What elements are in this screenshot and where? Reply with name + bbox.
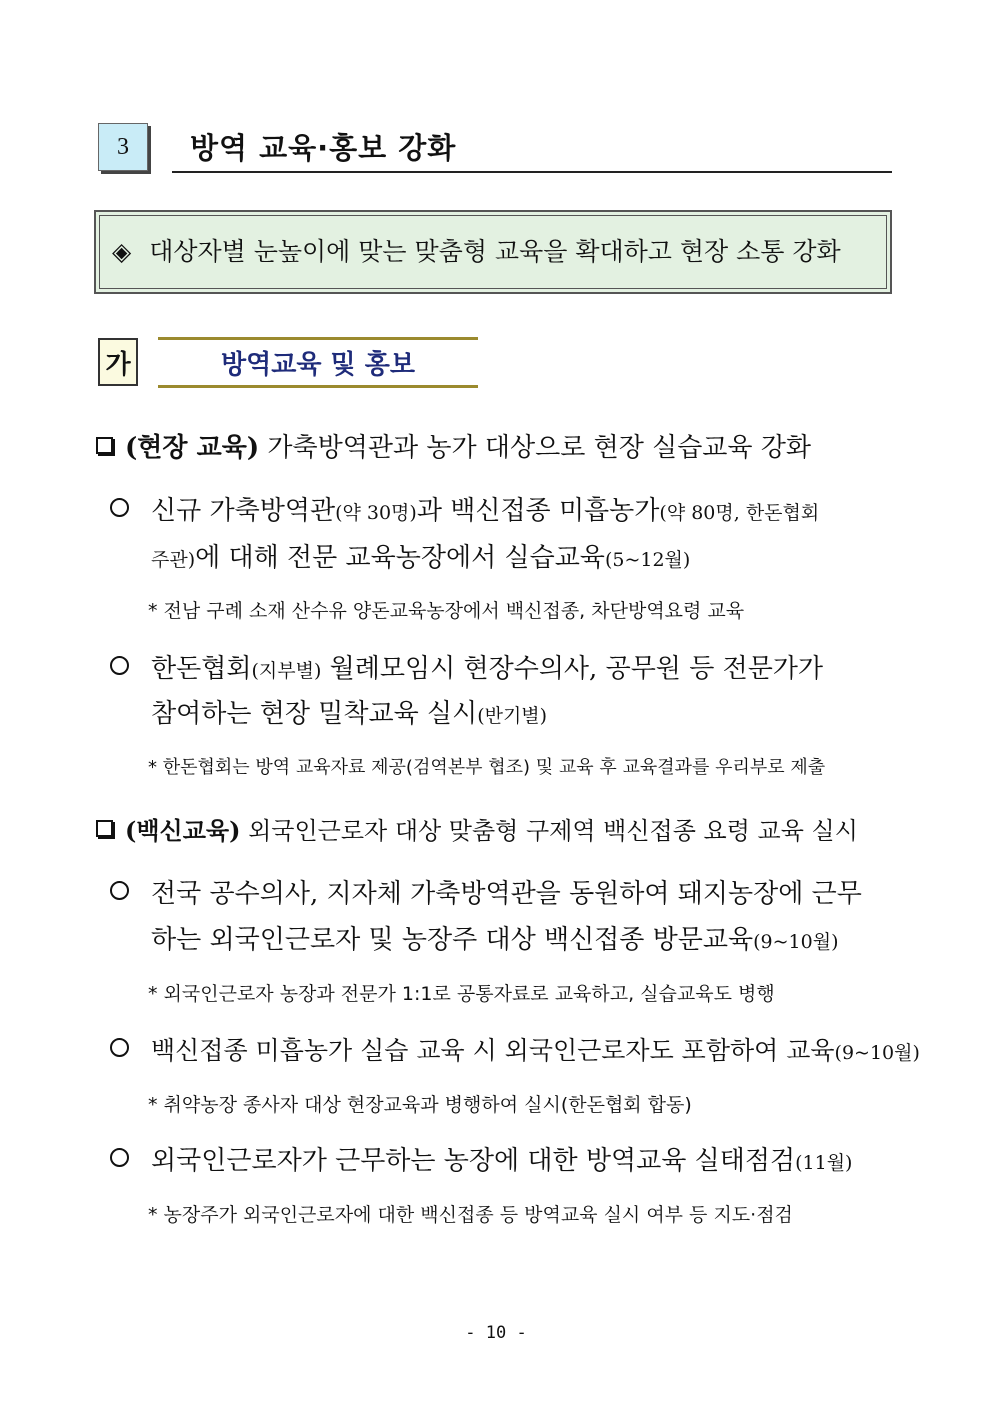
- bullet-paren: (지부별): [251, 660, 322, 682]
- subsection-top-rule: [158, 337, 478, 340]
- circle-bullet-icon: [110, 1038, 129, 1057]
- footnote: * 전남 구례 소재 산수유 양돈교육농장에서 백신접종, 차단방역요령 교육: [148, 600, 745, 622]
- footnote: * 취약농장 종사자 대상 현장교육과 병행하여 실시(한돈협회 합동): [148, 1094, 692, 1116]
- bullet-paren: (9~10월): [753, 931, 839, 953]
- summary-text: 대상자별 눈높이에 맞는 맞춤형 교육을 확대하고 현장 소통 강화: [149, 237, 841, 266]
- bullet-text: 과 백신접종 미흡농가: [416, 496, 660, 526]
- page-number: - 10 -: [465, 1323, 527, 1343]
- footnote: * 한돈협회는 방역 교육자료 제공(검역본부 협조) 및 교육 후 교육결과를 우리부로 제출: [148, 757, 826, 778]
- bullet-paren: (9~10월): [834, 1042, 920, 1064]
- bullet-text: 외국인근로자가 근무하는 농장에 대한 방역교육 실태점검: [151, 1146, 796, 1176]
- bullet-line: [110, 490, 819, 527]
- bullet-text: 에 대해 전문 교육농장에서 실습교육: [195, 543, 605, 573]
- bullet-line: [110, 1031, 920, 1067]
- footnote: * 농장주가 외국인근로자에 대한 백신접종 등 방역교육 실시 여부 등 지도·점검: [148, 1204, 793, 1226]
- item-heading: [96, 811, 858, 846]
- summary-line: [112, 232, 841, 268]
- subsection-number: 가: [98, 338, 138, 386]
- subsection-bottom-rule: [158, 385, 478, 388]
- checkbox-square-icon: [96, 820, 113, 837]
- bullet-text: 백신접종 미흡농가 실습 교육 시 외국인근로자도 포함하여 교육: [151, 1036, 835, 1065]
- circle-bullet-icon: [110, 1148, 129, 1167]
- section-number: 3: [98, 123, 148, 171]
- item-heading: [96, 427, 811, 464]
- bullet-line-continued: [151, 693, 547, 730]
- diamond-bullet-icon: ◈: [112, 237, 132, 266]
- item-head-text: 가축방역관과 농가 대상으로 현장 실습교육 강화: [259, 433, 812, 463]
- bullet-text: 참여하는 현장 밀착교육 실시: [151, 699, 478, 729]
- bullet-paren: 주관): [151, 549, 196, 571]
- bullet-text: 하는 외국인근로자 및 농장주 대상 백신접종 방문교육: [151, 925, 754, 955]
- bullet-text: 월례모임시 현장수의사, 공무원 등 전문가가: [321, 654, 824, 684]
- bullet-paren: (약 30명): [335, 502, 417, 524]
- section-underline: [172, 171, 892, 173]
- bullet-line: [110, 648, 823, 685]
- bullet-paren: (5~12월): [604, 549, 691, 571]
- subsection-title: 방역교육 및 홍보: [221, 350, 415, 380]
- bullet-paren: (11월): [795, 1152, 853, 1174]
- bullet-text: 한돈협회: [151, 654, 252, 684]
- circle-bullet-icon: [110, 881, 129, 900]
- section-title: 방역 교육·홍보 강화: [190, 131, 457, 165]
- circle-bullet-icon: [110, 498, 129, 517]
- item-head-label: (현장 교육): [125, 433, 260, 463]
- bullet-line: [110, 1140, 852, 1177]
- bullet-paren: (반기별): [477, 705, 548, 727]
- bullet-line-continued: [151, 537, 690, 574]
- footnote: * 외국인근로자 농장과 전문가 1:1로 공통자료로 교육하고, 실습교육도 병행: [148, 983, 775, 1005]
- bullet-line-continued: [151, 919, 839, 956]
- bullet-paren: (약 80명, 한돈협회: [659, 502, 820, 524]
- bullet-text: 신규 가축방역관: [151, 496, 336, 526]
- item-head-text: 외국인근로자 대상 맞춤형 구제역 백신접종 요령 교육 실시: [240, 817, 858, 845]
- checkbox-square-icon: [96, 437, 113, 454]
- bullet-text: 전국 공수의사, 지자체 가축방역관을 동원하여 돼지농장에 근무: [151, 879, 862, 909]
- bullet-line: [110, 873, 862, 910]
- circle-bullet-icon: [110, 656, 129, 675]
- item-head-label: (백신교육): [125, 816, 241, 845]
